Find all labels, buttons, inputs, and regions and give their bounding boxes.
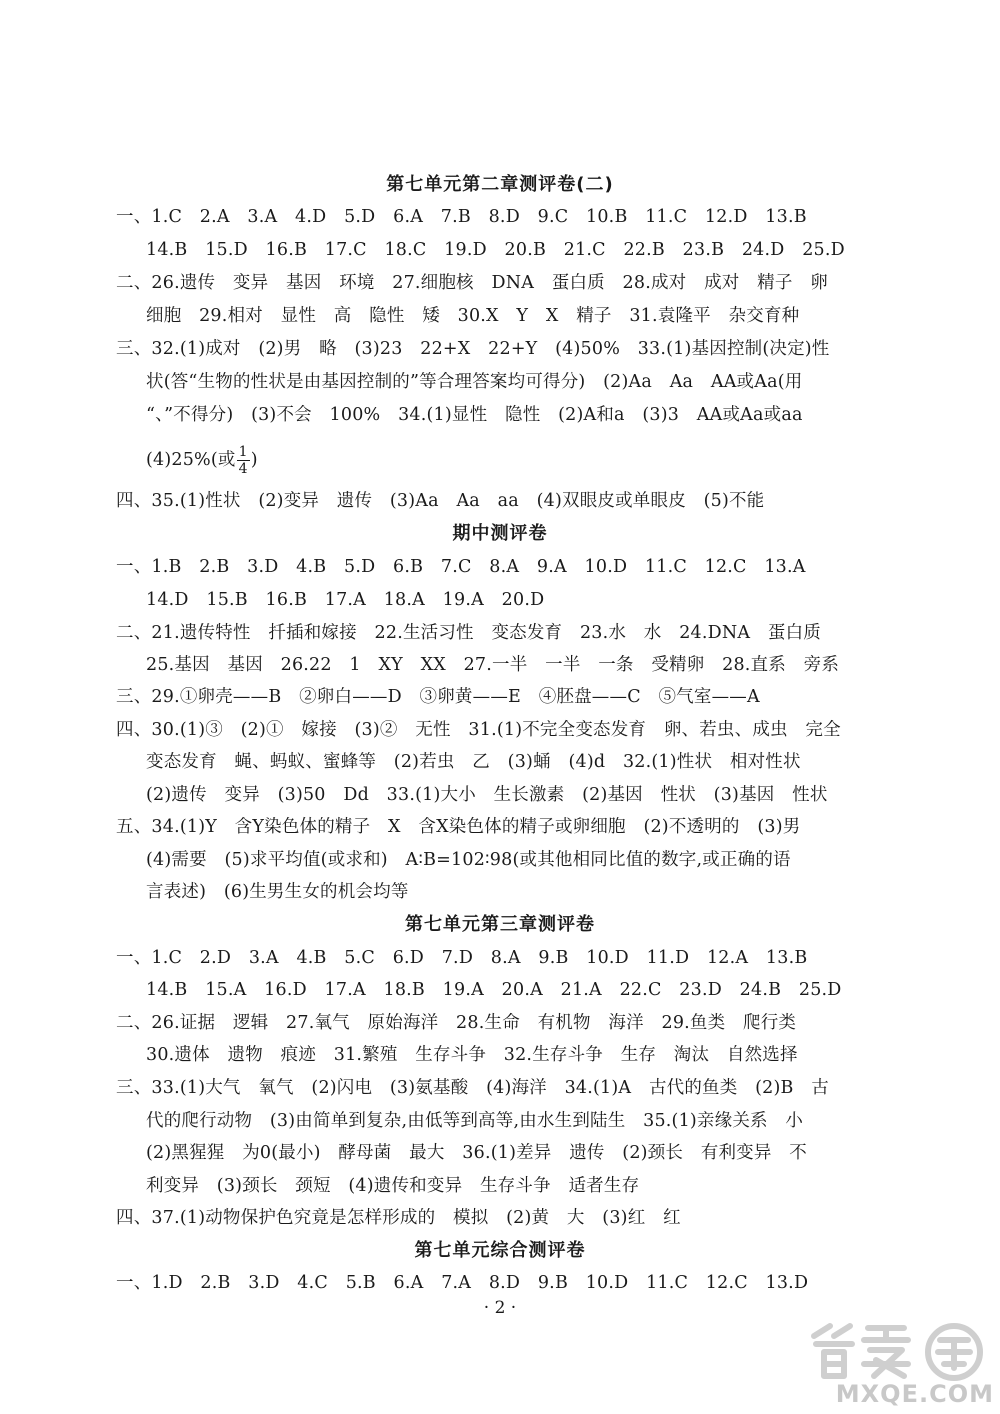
answer-line: 30.遗体 遗物 痕迹 31.繁殖 生存斗争 32.生存斗争 生存 淘汰 自然选择 <box>146 1045 798 1065</box>
section-title: 期中测评卷 <box>452 523 548 544</box>
answer-line: 三、29.①卵壳——B ②卵白——D ③卵黄——E ④胚盘——C ⑤气室——A <box>116 687 760 707</box>
answer-line: 三、32.(1)成对 (2)男 略 (3)23 22+X 22+Y (4)50% 33.(1)基因控制(决定)性 <box>116 339 830 359</box>
watermark-logo-icon <box>804 1318 994 1388</box>
answer-line: (2)遗传 变异 (3)50 Dd 33.(1)大小 生长激素 (2)基因 性状 (3)基因 性状 <box>146 785 828 805</box>
watermark-url: MXQE.COM <box>835 1380 994 1408</box>
answer-line: 状(答“生物的性状是由基因控制的”等合理答案均可得分) (2)Aa Aa AA或Aa(用 <box>146 372 803 392</box>
answer-line: 三、33.(1)大气 氧气 (2)闪电 (3)氨基酸 (4)海洋 34.(1)A 古代的鱼类 (2)B 古 <box>116 1078 829 1098</box>
watermark-logo <box>804 1318 994 1410</box>
answer-line-with-fraction <box>146 444 258 477</box>
answer-line: “、”不得分) (3)不会 100% 34.(1)显性 隐性 (2)A和a (3)3 AA或Aa或aa <box>146 405 803 425</box>
answer-line: (4)需要 (5)求平均值(或求和) A∶B=102∶98(或其他相同比值的数字,或正确的语 <box>146 850 791 870</box>
answer-line: 二、21.遗传特性 扦插和嫁接 22.生活习性 变态发育 23.水 水 24.DNA 蛋白质 <box>116 623 822 643</box>
answer-text: (4)25%(或 <box>146 450 236 470</box>
answer-line: 二、26.证据 逻辑 27.氧气 原始海洋 28.生命 有机物 海洋 29.鱼类 爬行类 <box>116 1013 797 1033</box>
answer-line: 14.D 15.B 16.B 17.A 18.A 19.A 20.D <box>146 590 545 610</box>
answer-line: 一、1.D 2.B 3.D 4.C 5.B 6.A 7.A 8.D 9.B 10.D 11.C 12.C 13.D <box>116 1273 809 1293</box>
answer-line: 25.基因 基因 26.22 1 XY XX 27.一半 一半 一条 受精卵 28.直系 旁系 <box>146 655 840 675</box>
section-title: 第七单元综合测评卷 <box>414 1240 586 1261</box>
answer-line: 一、1.B 2.B 3.D 4.B 5.D 6.B 7.C 8.A 9.A 10.D 11.C 12.C 13.A <box>116 557 806 577</box>
answer-line: 14.B 15.A 16.D 17.A 18.B 19.A 20.A 21.A 22.C 23.D 24.B 25.D <box>146 980 842 1000</box>
answer-line: 变态发育 蝇、蚂蚁、蜜蜂等 (2)若虫 乙 (3)蛹 (4)d 32.(1)性状 相对性状 <box>146 752 801 772</box>
answer-line: 代的爬行动物 (3)由简单到复杂,由低等到高等,由水生到陆生 35.(1)亲缘关系 小 <box>146 1111 804 1131</box>
answer-line: 言表述) (6)生男生女的机会均等 <box>146 882 409 902</box>
answer-line: 细胞 29.相对 显性 高 隐性 矮 30.X Y X 精子 31.袁隆平 杂交育种 <box>146 306 800 326</box>
answer-line: 五、34.(1)Y 含Y染色体的精子 X 含X染色体的精子或卵细胞 (2)不透明的 (3)男 <box>116 817 801 837</box>
answer-line: 四、37.(1)动物保护色究竟是怎样形成的 模拟 (2)黄 大 (3)红 红 <box>116 1208 681 1228</box>
page-number: · 2 · <box>483 1298 517 1318</box>
answer-line: 二、26.遗传 变异 基因 环境 27.细胞核 DNA 蛋白质 28.成对 成对 精子 卵 <box>116 273 828 293</box>
answer-line: 一、1.C 2.D 3.A 4.B 5.C 6.D 7.D 8.A 9.B 10.D 11.D 12.A 13.B <box>116 948 808 968</box>
section-title: 第七单元第二章测评卷(二) <box>386 174 614 195</box>
answer-text: ) <box>250 450 258 470</box>
answer-line: 14.B 15.D 16.B 17.C 18.C 19.D 20.B 21.C 22.B 23.B 24.D 25.D <box>146 240 845 260</box>
fraction-numerator: 1 <box>238 444 248 460</box>
section-title: 第七单元第三章测评卷 <box>405 914 595 935</box>
answer-line: 四、35.(1)性状 (2)变异 遗传 (3)Aa Aa aa (4)双眼皮或单眼皮 (5)不能 <box>116 491 765 511</box>
answer-line: 利变异 (3)颈长 颈短 (4)遗传和变异 生存斗争 适者生存 <box>146 1176 640 1196</box>
answer-line: 四、30.(1)③ (2)① 嫁接 (3)② 无性 31.(1)不完全变态发育 卵、若虫、成虫 完全 <box>116 720 841 740</box>
answer-line: (2)黑猩猩 为0(最小) 酵母菌 最大 36.(1)差异 遗传 (2)颈长 有利变异 不 <box>146 1143 807 1163</box>
fraction-denominator: 4 <box>238 461 248 477</box>
answer-line: 一、1.C 2.A 3.A 4.D 5.D 6.A 7.B 8.D 9.C 10.B 11.C 12.D 13.B <box>116 207 807 227</box>
fraction <box>237 444 250 477</box>
